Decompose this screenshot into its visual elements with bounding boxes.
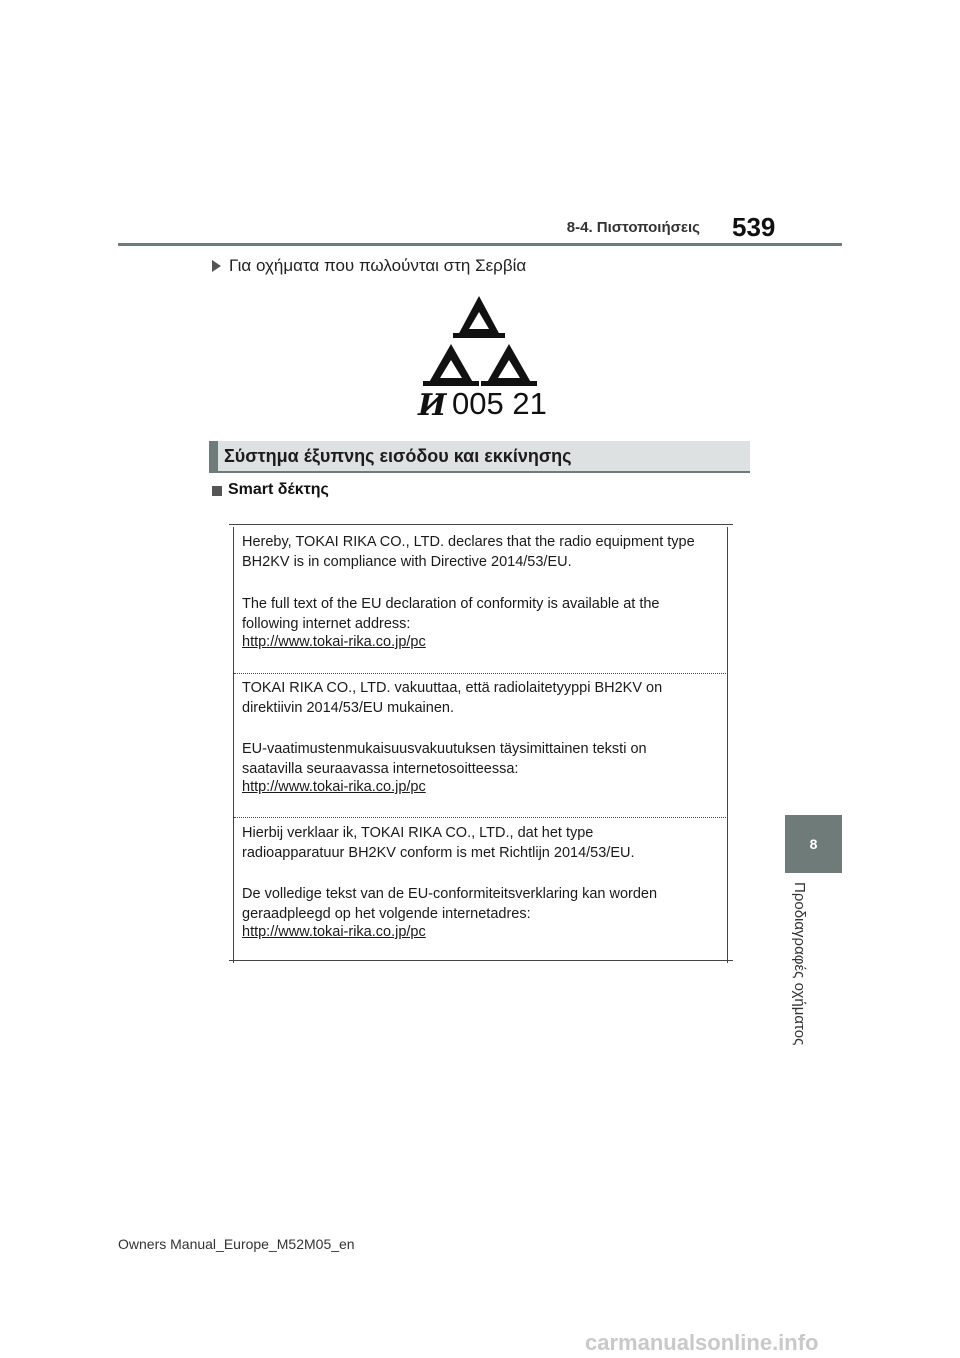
section-heading: Σύστημα έξυπνης εισόδου και εκκίνησης — [224, 446, 572, 466]
declaration-en-line: BH2KV is in compliance with Directive 2014/53/EU. — [242, 554, 572, 570]
footer-text: Owners Manual_Europe_M52M05_en — [118, 1236, 355, 1252]
declaration-fi-line: TOKAI RIKA CO., LTD. vakuuttaa, että radiolaitetyyppi BH2KV on — [242, 680, 663, 696]
section-heading-accent — [209, 441, 218, 473]
declaration-en-line: Hereby, TOKAI RIKA CO., LTD. declares that the radio equipment type — [242, 534, 695, 550]
mark-letter: И — [418, 388, 447, 423]
declaration-fi-link[interactable]: http://www.tokai-rika.co.jp/pc — [242, 779, 426, 795]
serbia-caption: Για οχήματα που πωλούνται στη Σερβία — [229, 256, 527, 275]
declaration-en-link[interactable]: http://www.tokai-rika.co.jp/pc — [242, 634, 426, 650]
header-rule — [118, 243, 842, 246]
declaration-nl-line: radioapparatuur BH2KV conform is met Richtlijn 2014/53/EU. — [242, 845, 635, 861]
mark-number: 005 21 — [452, 386, 547, 421]
declaration-nl-link[interactable]: http://www.tokai-rika.co.jp/pc — [242, 924, 426, 940]
watermark: carmanualsonline.info — [585, 1330, 819, 1355]
declaration-separator — [234, 673, 728, 674]
serbia-caption-row — [212, 256, 526, 276]
declaration-fi-line: EU-vaatimustenmukaisuusvakuutuksen täysimittainen teksti on — [242, 741, 647, 757]
triangle-bullet-icon — [212, 260, 221, 272]
declaration-border-left — [233, 527, 234, 963]
page-number: 539 — [732, 212, 776, 242]
declaration-border-top — [229, 524, 733, 525]
subheading: Smart δέκτης — [228, 481, 329, 498]
declaration-border-right — [727, 527, 728, 963]
declaration-fi-line: direktiivin 2014/53/EU mukainen. — [242, 700, 454, 716]
declaration-en-line: following internet address: — [242, 616, 411, 632]
chapter-tab[interactable]: 8 — [785, 815, 842, 873]
triangle-mark-icon — [405, 290, 565, 390]
section-title: 8-4. Πιστοποιήσεις — [566, 219, 700, 236]
chapter-title-vertical: Προδιαγραφές οχήματος — [791, 882, 808, 1046]
declaration-border-bottom — [229, 960, 733, 961]
declaration-en-line: The full text of the EU declaration of conformity is available at the — [242, 596, 660, 612]
declaration-nl-line: De volledige tekst van de EU-conformiteitsverklaring kan worden — [242, 886, 658, 902]
declaration-nl-line: geraadpleegd op het volgende internetadres: — [242, 906, 531, 922]
declaration-separator — [234, 817, 728, 818]
declaration-fi-line: saatavilla seuraavassa internetosoitteessa: — [242, 761, 519, 777]
square-bullet-icon — [212, 486, 222, 496]
declaration-nl-line: Hierbij verklaar ik, TOKAI RIKA CO., LTD., dat het type — [242, 825, 594, 841]
